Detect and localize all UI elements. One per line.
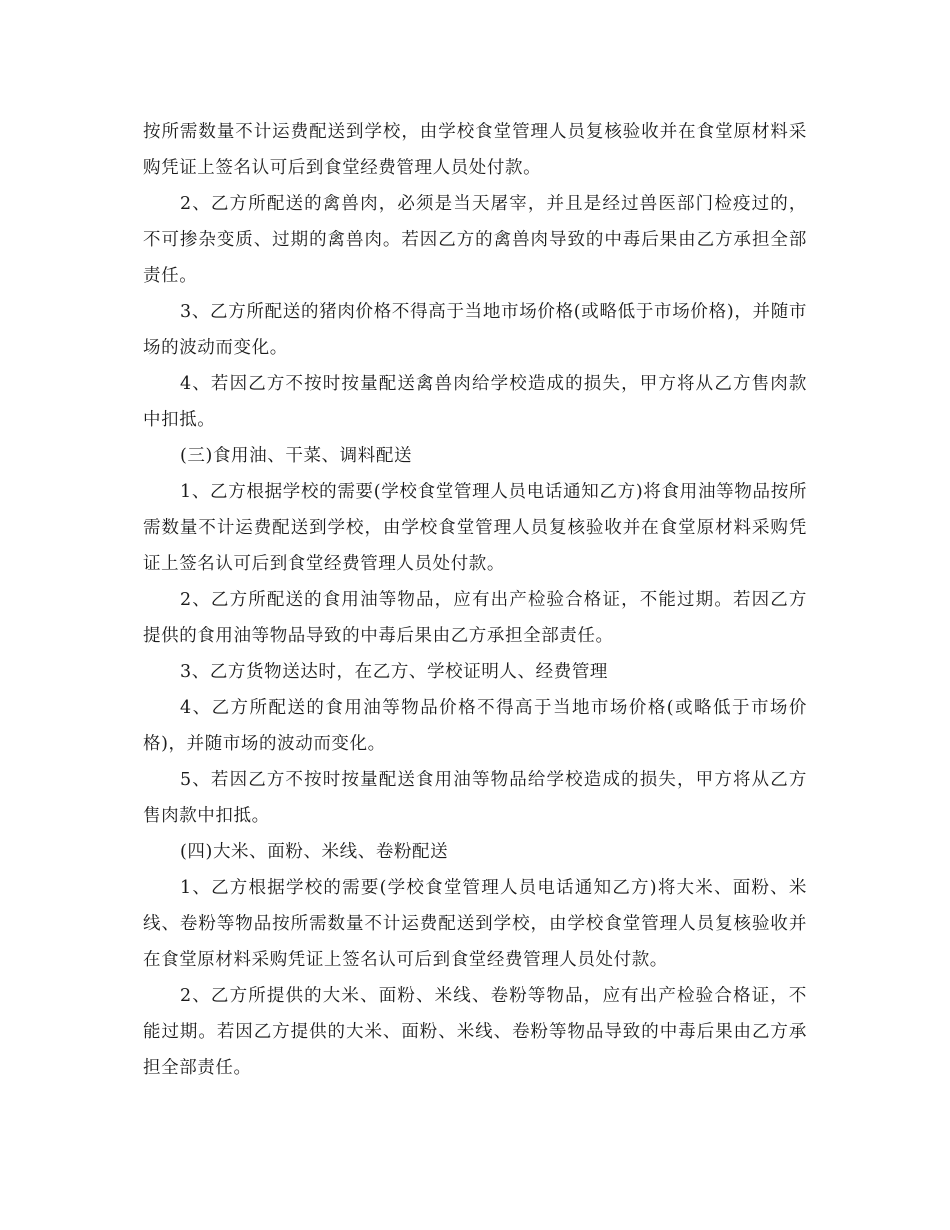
paragraph-oil-item-4: 4、乙方所配送的食用油等物品价格不得高于当地市场价格(或略低于市场价格)，并随市场的波动而变化。 xyxy=(143,698,807,754)
paragraph-meat-item-2: 2、乙方所配送的禽兽肉，必须是当天屠宰，并且是经过兽医部门检疫过的，不可掺杂变质、过期的禽兽肉。若因乙方的禽兽肉导致的中毒后果由乙方承担全部责任。 xyxy=(143,194,807,286)
paragraph-meat-item-4: 4、若因乙方不按时按量配送禽兽肉给学校造成的损失，甲方将从乙方售肉款中扣抵。 xyxy=(143,374,807,430)
paragraph-meat-item-3: 3、乙方所配送的猪肉价格不得高于当地市场价格(或略低于市场价格)，并随市场的波动而变化。 xyxy=(143,302,807,358)
paragraph-oil-item-2: 2、乙方所配送的食用油等物品，应有出产检验合格证，不能过期。若因乙方提供的食用油等物品导致的中毒后果由乙方承担全部责任。 xyxy=(143,590,807,646)
paragraph-rice-item-1: 1、乙方根据学校的需要(学校食堂管理人员电话通知乙方)将大米、面粉、米线、卷粉等物品按所需数量不计运费配送到学校，由学校食堂管理人员复核验收并在食堂原材料采购凭证上签名认可后到食堂经费管理人员处付款。 xyxy=(143,878,807,970)
paragraph-oil-item-3: 3、乙方货物送达时，在乙方、学校证明人、经费管理 xyxy=(180,662,609,682)
paragraph-oil-item-5: 5、若因乙方不按时按量配送食用油等物品给学校造成的损失，甲方将从乙方售肉款中扣抵。 xyxy=(143,770,807,826)
section-heading-oil: (三)食用油、干菜、调料配送 xyxy=(180,446,413,466)
paragraph-rice-item-2: 2、乙方所提供的大米、面粉、米线、卷粉等物品，应有出产检验合格证，不能过期。若因乙方提供的大米、面粉、米线、卷粉等物品导致的中毒后果由乙方承担全部责任。 xyxy=(143,986,807,1078)
section-heading-rice: (四)大米、面粉、米线、卷粉配送 xyxy=(180,842,449,862)
document-body xyxy=(143,114,807,1086)
paragraph-oil-item-1: 1、乙方根据学校的需要(学校食堂管理人员电话通知乙方)将食用油等物品按所需数量不计运费配送到学校，由学校食堂管理人员复核验收并在食堂原材料采购凭证上签名认可后到食堂经费管理人员处付款。 xyxy=(143,482,807,574)
paragraph-continuation: 按所需数量不计运费配送到学校，由学校食堂管理人员复核验收并在食堂原材料采购凭证上签名认可后到食堂经费管理人员处付款。 xyxy=(143,122,807,178)
